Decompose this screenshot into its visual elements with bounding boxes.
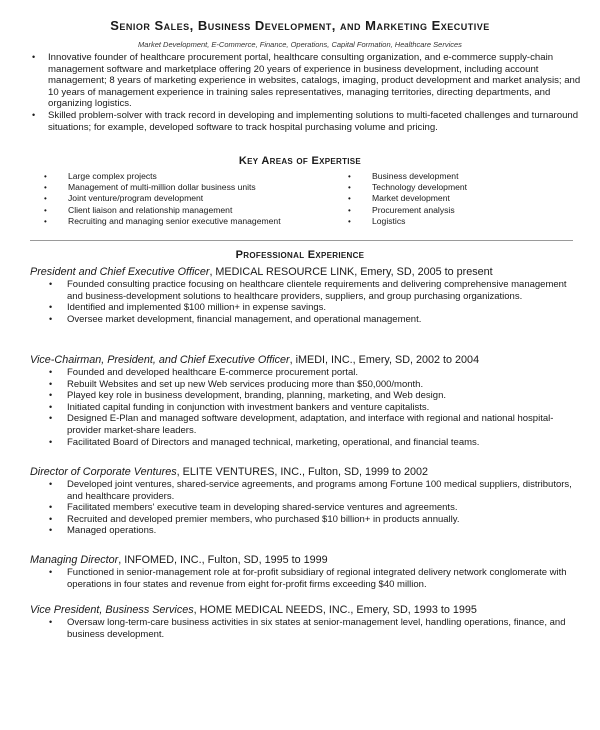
job-bullet-list xyxy=(30,479,585,537)
job-header xyxy=(30,354,585,367)
expertise-item: • Management of multi-million dollar business units xyxy=(44,182,281,193)
summary-item: • Innovative founder of healthcare procurement portal, healthcare consulting organization, and e-commerce supply-chain management software and marketplace offering 20 years of experience in business development, including account management; 8 years of marketing experience in websites, catalogs, imaging, product development and market analysis; and 10 years of management experience in training sales representatives, managing territories, directing departments, and organizing logistics. xyxy=(30,52,585,110)
summary-list xyxy=(30,52,585,133)
job-bullet: • Initiated capital funding in conjunction with investment bankers and venture capitalists. xyxy=(30,402,585,414)
expertise-item: • Technology development xyxy=(348,182,467,193)
expertise-item: • Logistics xyxy=(348,216,467,227)
job-bullet: • Facilitated members' executive team in developing shared-service ventures and agreements. xyxy=(30,502,585,514)
resume-subtitle: Market Development, E-Commerce, Finance, Operations, Capital Formation, Healthcare Services xyxy=(138,40,462,49)
expertise-item: • Business development xyxy=(348,171,467,182)
job-bullet: • Identified and implemented $100 million+ in expense savings. xyxy=(30,302,585,314)
job-role: President and Chief Executive Officer xyxy=(30,266,210,278)
job-entry xyxy=(30,604,585,640)
job-bullet: • Developed joint ventures, shared-service agreements, and programs among Fortune 100 medical suppliers, distributors, and healthcare providers. xyxy=(30,479,585,502)
job-details: , MEDICAL RESOURCE LINK, Emery, SD, 2005 to present xyxy=(209,266,493,278)
job-bullet: • Founded consulting practice focusing on healthcare clientele requirements and delivering comprehensive management and business-development solutions to healthcare providers, suppliers, and group purchasing organizations. xyxy=(30,279,585,302)
expertise-item: • Client liaison and relationship management xyxy=(44,205,281,216)
job-bullet: • Functioned in senior-management role at for-profit subsidiary of regional integrated delivery network conglomerate with operations in four states and revenue from eight for-profit firms exceeding $40 million. xyxy=(30,567,585,590)
expertise-item: • Large complex projects xyxy=(44,171,281,182)
expertise-item: • Joint venture/program development xyxy=(44,193,281,204)
job-bullet: • Managed operations. xyxy=(30,525,585,537)
job-entry xyxy=(30,554,585,590)
job-bullet: • Founded and developed healthcare E-commerce procurement portal. xyxy=(30,367,585,379)
section-divider xyxy=(30,240,573,241)
job-bullet-list xyxy=(30,567,585,590)
expertise-heading: Key Areas of Expertise xyxy=(238,155,362,167)
job-details: , iMEDI, INC., Emery, SD, 2002 to 2004 xyxy=(289,354,480,366)
job-bullet: • Oversee market development, financial management, and operational management. xyxy=(30,314,585,326)
job-entry xyxy=(30,266,585,325)
summary-item: • Skilled problem-solver with track record in developing and implementing solutions to multi-faceted challenges and turnaround situations; for example, developed software to track hospital purchasing volume and pricing. xyxy=(30,110,585,133)
job-role: Managing Director xyxy=(30,554,119,566)
job-details: , INFOMED, INC., Fulton, SD, 1995 to 1999 xyxy=(118,554,328,566)
expertise-item: • Market development xyxy=(348,193,467,204)
job-details: , ELITE VENTURES, INC., Fulton, SD, 1999 to 2002 xyxy=(176,466,429,478)
job-bullet: • Designed E-Plan and managed software development, adaptation, and interface with regional and national hospital-provider market-share leaders. xyxy=(30,413,585,436)
job-entry xyxy=(30,354,585,448)
experience-heading: Professional Experience xyxy=(235,249,365,261)
job-header xyxy=(30,466,585,479)
job-bullet: • Facilitated Board of Directors and managed technical, marketing, operational, and financial teams. xyxy=(30,437,585,449)
expertise-list-left xyxy=(44,171,281,227)
job-role: Vice-Chairman, President, and Chief Executive Officer xyxy=(30,354,290,366)
job-bullet: • Rebuilt Websites and set up new Web services producing more than $50,000/month. xyxy=(30,379,585,391)
job-bullet-list xyxy=(30,617,585,640)
expertise-item: • Procurement analysis xyxy=(348,205,467,216)
job-details: , HOME MEDICAL NEEDS, INC., Emery, SD, 1993 to 1995 xyxy=(193,604,477,616)
job-bullet: • Played key role in business development, branding, planning, marketing, and Web design. xyxy=(30,390,585,402)
job-header xyxy=(30,266,585,279)
job-entry xyxy=(30,466,585,537)
resume-title: Senior Sales, Business Development, and Marketing Executive xyxy=(110,18,490,33)
job-role: Vice President, Business Services xyxy=(30,604,194,616)
job-bullet-list xyxy=(30,279,585,325)
job-bullet-list xyxy=(30,367,585,448)
expertise-list-right xyxy=(348,171,467,227)
expertise-item: • Recruiting and managing senior executive management xyxy=(44,216,281,227)
job-role: Director of Corporate Ventures xyxy=(30,466,177,478)
job-header xyxy=(30,604,585,617)
job-bullet: • Recruited and developed premier members, who purchased $10 billion+ in products annually. xyxy=(30,514,585,526)
job-bullet: • Oversaw long-term-care business activities in six states at senior-management level, handling operations, finance, and business development. xyxy=(30,617,585,640)
job-header xyxy=(30,554,585,567)
